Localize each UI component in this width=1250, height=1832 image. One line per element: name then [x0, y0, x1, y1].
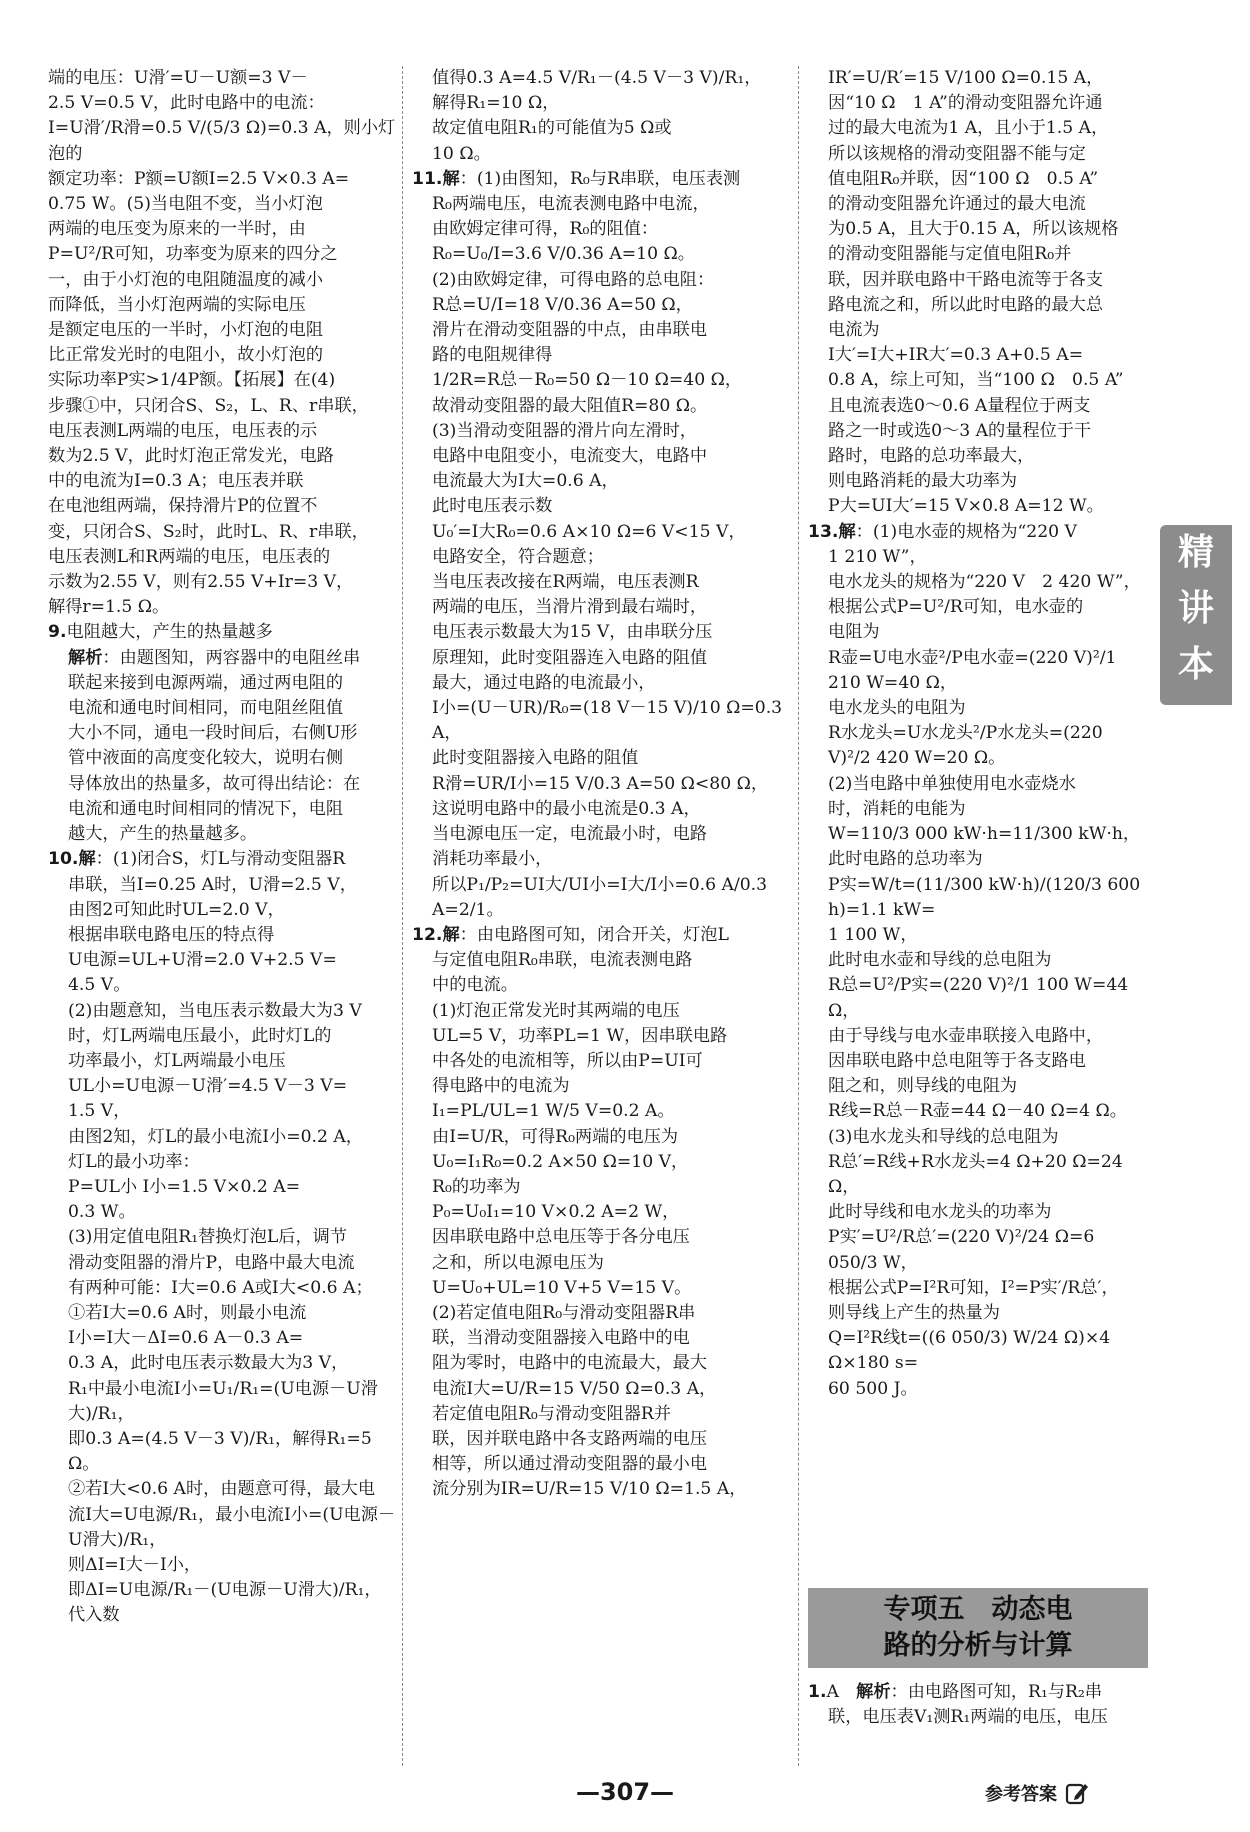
text-line: 1 210 W”， [828, 546, 927, 567]
text-line: 管中液面的高度变化较大，说明右侧 [68, 748, 344, 769]
text-line: 电压表示数最大为15 V，由串联分压 [432, 622, 713, 643]
text-line: 因“10 Ω 1 A”的滑动变阻器允许通 [828, 93, 1103, 114]
text-line: I=U滑′/R滑=0.5 V/(5/3 Ω)=0.3 A，则小灯泡的 [48, 118, 396, 164]
text-line: 电阻为 [828, 622, 880, 643]
question-number: 1. [808, 1682, 827, 1702]
text-line: 由图2知，灯L的最小电流I小=0.2 A， [68, 1126, 364, 1147]
text-line: 4.5 V。 [68, 975, 131, 996]
text-line: 电压表测L两端的电压，电压表的示 [48, 420, 318, 441]
text-line: I小=I大－ΔI=0.6 A－0.3 A= [68, 1328, 304, 1349]
q11-header [412, 167, 788, 192]
solution-label: 解 [442, 168, 460, 189]
text-line: 此时电压表示数 [432, 496, 553, 517]
col1-continuation [48, 66, 396, 620]
text-line: 0.3 W。 [68, 1202, 136, 1223]
text-line: 且电流表选0～0.6 A量程位于两支 [828, 395, 1091, 416]
text-line: 大小不同，通电一段时间后，右侧U形 [68, 723, 358, 744]
text-line: 1.5 V， [68, 1101, 131, 1122]
side-tab-char: 本 [1177, 644, 1214, 685]
text-line: I大′=I大+IR大′=0.3 A+0.5 A= [828, 345, 1084, 366]
text-line: 是额定电压的一半时，小灯泡的电阻 [48, 320, 324, 341]
text-line: P实=W/t=(11/300 kW·h)/(120/3 600 h)=1.1 kW= [828, 874, 1146, 920]
text-line: R滑=UR/I小=15 V/0.3 A=50 Ω<80 Ω， [432, 773, 769, 794]
text-line: 由欧姆定律可得，R₀的阻值： [432, 219, 659, 240]
text-line: P=U²/R可知，功率变为原来的四分之 [48, 244, 338, 265]
text-line: UL=5 V，功率PL=1 W，因串联电路 [432, 1025, 728, 1046]
text-line: 电流和通电时间相同的情况下，电阻 [68, 798, 344, 819]
text-line: 所以P₁/P₂=UI大/UI小=I大/I小=0.6 A/0.3 A=2/1。 [432, 874, 773, 920]
text-line: 数为2.5 V，此时灯泡正常发光，电路 [48, 446, 334, 467]
text-line: 比正常发光时的电阻小，故小灯泡的 [48, 345, 324, 366]
text-line: 由I=U/R，可得R₀两端的电压为 [432, 1126, 679, 1147]
text-line: 由图2可知此时UL=2.0 V， [68, 899, 285, 920]
text-line: ：(1)由图知，R₀与R串联，电压表测 [459, 168, 741, 189]
text-line: U₀′=I大R₀=0.6 A×10 Ω=6 V<15 V， [432, 521, 746, 542]
text-line: ②若I大<0.6 A时，由题意可得，最大电 [68, 1479, 376, 1500]
text-line: 1 100 W， [828, 924, 918, 945]
text-line: 值电阻R₀并联，因“100 Ω 0.5 A” [828, 168, 1099, 189]
text-line: (1)灯泡正常发光时其两端的电压 [432, 1000, 680, 1021]
text-line: U₀=I₁R₀=0.2 A×50 Ω=10 V， [432, 1151, 689, 1172]
footer-label: 参考答案 [985, 1784, 1057, 1805]
text-line: 故定值电阻R₁的可能值为5 Ω或 [432, 118, 672, 139]
text-line: 电水龙头的电阻为 [828, 698, 966, 719]
q1-header [808, 1680, 1148, 1705]
text-line: 解得R₁=10 Ω， [432, 93, 560, 114]
text-line: UL小=U电源－U滑′=4.5 V－3 V= [68, 1076, 348, 1097]
text-line: 功率最小，灯L两端最小电压 [68, 1050, 286, 1071]
text-line: 此时电路的总功率为 [828, 849, 983, 870]
text-line: R总′=R线+R水龙头=4 Ω+20 Ω=24 Ω， [828, 1151, 1129, 1197]
text-line: R₀的功率为 [432, 1176, 521, 1197]
text-line: 0.75 W。(5)当电阻不变，当小灯泡 [48, 194, 323, 215]
q10-continuation [412, 66, 788, 167]
text-line: 电路中电阻变小，电流变大，电路中 [432, 446, 708, 467]
text-line: I₁=PL/UL=1 W/5 V=0.2 A。 [432, 1101, 675, 1122]
text-line: 所以该规格的滑动变阻器不能与定 [828, 143, 1086, 164]
text-line: R水龙头=U水龙头²/P水龙头=(220 V)²/2 420 W=20 Ω。 [828, 723, 1109, 769]
text-line: 中的电流为I=0.3 A；电压表并联 [48, 471, 304, 492]
text-line: 两端的电压变为原来的一半时，由 [48, 219, 306, 240]
column-divider-2 [798, 66, 799, 1766]
question-12 [412, 923, 788, 1503]
text-line: ：由电路图可知，R₁与R₂串 [890, 1682, 1103, 1702]
side-tab [1160, 525, 1232, 705]
q12-header [412, 923, 788, 948]
text-line: 联，电压表V₁测R₁两端的电压，电压 [828, 1707, 1108, 1728]
text-line: IR′=U/R′=15 V/100 Ω=0.15 A， [828, 68, 1104, 88]
text-line: 越大，产生的热量越多。 [68, 824, 258, 845]
text-line: 此时变阻器接入电路的阻值 [432, 748, 639, 769]
text-line: 根据串联电路电压的特点得 [68, 924, 275, 945]
q12-continuation [808, 66, 1148, 520]
text-line: ：由题图知，两容器中的电阻丝串 [102, 647, 361, 668]
text-line: 流分别为IR=U/R=15 V/10 Ω=1.5 A， [432, 1479, 747, 1500]
text-line: R壶=U电水壶²/P电水壶=(220 V)²/1 210 W=40 Ω， [828, 647, 1122, 693]
text-line: 流I大=U电源/R₁，最小电流I小=(U电源－U滑大)/R₁， [68, 1504, 396, 1550]
text-line: 电流I大=U/R=15 V/50 Ω=0.3 A， [432, 1378, 717, 1399]
text-line: 2.5 V=0.5 V，此时电路中的电流： [48, 93, 325, 114]
text-line: (2)由题意知，当电压表示数最大为3 V [68, 1000, 362, 1021]
text-line: 路的电阻规律得 [432, 345, 553, 366]
text-line: 即ΔI=U电源/R₁－(U电源－U滑大)/R₁，代入数 [68, 1580, 382, 1626]
text-line: 则导线上产生的热量为 [828, 1302, 1000, 1323]
section-title-line: 路的分析与计算 [883, 1630, 1073, 1661]
text-line: 60 500 J。 [828, 1378, 918, 1399]
text-line: (2)由欧姆定律，可得电路的总电阻： [432, 269, 715, 290]
section-banner [808, 1588, 1148, 1668]
footer [985, 1780, 1089, 1806]
q9-answer: 电阻越大，产生的热量越多 [66, 622, 273, 643]
text-line: 中的电流。 [432, 975, 518, 996]
text-line: 最大，通过电路的电流最小， [432, 672, 656, 693]
text-line: 电流和通电时间相同，而电阻丝阻值 [68, 698, 344, 719]
text-line: (3)用定值电阻R₁替换灯泡L后，调节 [68, 1227, 348, 1248]
text-line: R₁中最小电流I小=U₁/R₁=(U电源－U滑大)/R₁， [68, 1378, 378, 1424]
question-11 [412, 167, 788, 923]
text-line: 时，消耗的电能为 [828, 798, 966, 819]
text-line: 串联，当I=0.25 A时，U滑=2.5 V， [68, 874, 357, 895]
analysis-label: 解析 [68, 647, 103, 668]
question-9 [48, 620, 396, 847]
text-line: P实′=U²/R总′=(220 V)²/24 Ω=6 050/3 W， [828, 1227, 1100, 1273]
question-number: 12. [412, 924, 443, 945]
text-line: 过的最大电流为1 A，且小于1.5 A， [828, 118, 1109, 139]
question-number: 10. [48, 849, 79, 870]
text-line: I小=(U－UR)/R₀=(18 V－15 V)/10 Ω=0.3 A， [432, 698, 788, 744]
text-line: 时，灯L两端电压最小，此时灯L的 [68, 1025, 332, 1046]
solution-label: 解 [78, 849, 96, 870]
solution-label: 解 [838, 521, 856, 542]
text-line: 在电池组两端，保持滑片P的位置不 [48, 496, 318, 517]
text-line: 10 Ω。 [432, 143, 491, 164]
pencil-icon [1065, 1781, 1089, 1805]
text-line: ①若I大=0.6 A时，则最小电流 [68, 1302, 307, 1323]
text-line: 而降低，当小灯泡两端的实际电压 [48, 294, 306, 315]
text-line: 实际功率P实>1/4P额。【拓展】在(4) [48, 370, 336, 391]
text-line: 由于导线与电水壶串联接入电路中， [828, 1025, 1104, 1046]
analysis-label: 解析 [856, 1682, 891, 1702]
text-line: 示数为2.55 V，则有2.55 V+Ir=3 V， [48, 572, 354, 593]
text-line: 额定功率：P额=U额I=2.5 V×0.3 A= [48, 168, 350, 189]
text-line: 路之一时或选0～3 A的量程位于干 [828, 420, 1092, 441]
text-line: 得电路中的电流为 [432, 1076, 570, 1097]
text-line: 导体放出的热量多，故可得出结论：在 [68, 773, 361, 794]
text-line: 之和，所以电源电压为 [432, 1252, 604, 1273]
text-line: 联，因并联电路中干路电流等于各支 [828, 269, 1104, 290]
text-line: 滑片在滑动变阻器的中点，由串联电 [432, 320, 708, 341]
text-line: 电流为 [828, 320, 880, 341]
text-line: 0.8 A，综上可知，当“100 Ω 0.5 A” [828, 370, 1124, 391]
text-line: 一，由于小灯泡的电阻随温度的减小 [48, 269, 324, 290]
q1-answer: A [826, 1682, 839, 1702]
text-line: 解得r=1.5 Ω。 [48, 597, 170, 618]
text-line: 电流最大为I大=0.6 A， [432, 471, 619, 492]
text-line: 电路安全，符合题意； [432, 546, 604, 567]
text-line: 此时电水壶和导线的总电阻为 [828, 950, 1052, 971]
text-line: 步骤①中，只闭合S、S₂，L、R、r串联， [48, 395, 369, 416]
text-line: R₀=U₀/I=3.6 V/0.36 A=10 Ω。 [432, 244, 695, 265]
text-line: 0.3 A，此时电压表示数最大为3 V， [68, 1353, 349, 1374]
text-line: 联，当滑动变阻器接入电路中的电 [432, 1328, 690, 1349]
page-number: —307— [575, 1778, 675, 1806]
text-line: 阻之和，则导线的电阻为 [828, 1076, 1018, 1097]
text-line: 变，只闭合S、S₂时，此时L、R、r串联， [48, 521, 369, 542]
text-line: 因串联电路中总电压等于各分电压 [432, 1227, 690, 1248]
text-line: (3)当滑动变阻器的滑片向左滑时， [432, 420, 697, 441]
text-line: R总=U/I=18 V/0.36 A=50 Ω， [432, 294, 693, 315]
text-line: 阻为零时，电路中的电流最大，最大 [432, 1353, 708, 1374]
side-tab-char: 讲 [1177, 588, 1214, 629]
text-line: 因串联电路中总电阻等于各支路电 [828, 1050, 1086, 1071]
text-line: 的滑动变阻器能与定值电阻R₀并 [828, 244, 1072, 265]
text-line: 两端的电压，当滑片滑到最右端时， [432, 597, 708, 618]
question-13 [808, 520, 1148, 1402]
text-line: 当电压表改接在R两端，电压表测R [432, 572, 699, 593]
text-line: 根据公式P=I²R可知，I²=P实′/R总′， [828, 1277, 1119, 1298]
question-10 [48, 847, 396, 1628]
question-number: 9. [48, 622, 67, 643]
text-line: ：(1)电水壶的规格为“220 V [855, 521, 1077, 542]
text-line: 消耗功率最小， [432, 849, 553, 870]
text-line: 联，因并联电路中各支路两端的电压 [432, 1428, 708, 1449]
q13-header [808, 520, 1148, 545]
side-tab-char: 精 [1177, 532, 1214, 573]
text-line: 路电流之和，所以此时电路的最大总 [828, 294, 1104, 315]
text-line: 值得0.3 A=4.5 V/R₁－(4.5 V－3 V)/R₁， [432, 68, 762, 88]
text-line: W=110/3 000 kW·h=11/300 kW·h， [828, 824, 1141, 845]
q9-analysis [48, 646, 396, 671]
text-line: 电水龙头的规格为“220 V 2 420 W”， [828, 572, 1141, 593]
text-line: 即0.3 A=(4.5 V－3 V)/R₁，解得R₁=5 Ω。 [68, 1428, 378, 1475]
column-1 [48, 66, 396, 1629]
column-3 [808, 66, 1148, 1402]
text-line: 中各处的电流相等，所以由P=UI可 [432, 1050, 703, 1071]
column-divider-1 [402, 66, 403, 1766]
text-line: (3)电水龙头和导线的总电阻为 [828, 1126, 1059, 1147]
text-line: 则电路消耗的最大功率为 [828, 471, 1018, 492]
text-line: 1/2R=R总－R₀=50 Ω－10 Ω=40 Ω， [432, 370, 743, 391]
text-line: 这说明电路中的最小电流是0.3 A， [432, 798, 701, 819]
text-line: 的滑动变阻器允许通过的最大电流 [828, 194, 1086, 215]
solution-label: 解 [442, 924, 460, 945]
text-line: 为0.5 A，且大于0.15 A，所以该规格 [828, 219, 1119, 240]
text-line: 当电源电压一定，电流最小时，电路 [432, 824, 708, 845]
text-line: P=UL小 I小=1.5 V×0.2 A= [68, 1176, 301, 1197]
text-line: Q=I²R线t=((6 050/3) W/24 Ω)×4 Ω×180 s= [828, 1328, 1116, 1374]
text-line: U=U₀+UL=10 V+5 V=15 V。 [432, 1277, 692, 1298]
text-line: 相等，所以通过滑动变阻器的最小电 [432, 1454, 708, 1475]
text-line: 原理知，此时变阻器连入电路的阻值 [432, 647, 708, 668]
text-line: (2)当电路中单独使用电水壶烧水 [828, 773, 1076, 794]
text-line: 故滑动变阻器的最大阻值R=80 Ω。 [432, 395, 708, 416]
text-line: 路时，电路的总功率最大， [828, 446, 1035, 467]
text-line: R₀两端电压，电流表测电路中电流， [432, 194, 710, 215]
text-line: ：(1)闭合S，灯L与滑动变阻器R [95, 849, 346, 870]
question-number: 11. [412, 168, 443, 189]
column-2 [412, 66, 788, 1503]
text-line: P大=UI大′=15 V×0.8 A=12 W。 [828, 496, 1104, 517]
text-line: 有两种可能：I大=0.6 A或I大<0.6 A； [68, 1277, 373, 1298]
text-line: 电压表测L和R两端的电压，电压表的 [48, 546, 331, 567]
q9-header [48, 620, 396, 645]
text-line: 根据公式P=U²/R可知，电水壶的 [828, 597, 1084, 618]
text-line: P₀=U₀I₁=10 V×0.2 A=2 W， [432, 1202, 680, 1223]
section-title-line: 专项五 动态电 [883, 1594, 1073, 1625]
text-line: 滑动变阻器的滑片P，电路中最大电流 [68, 1252, 355, 1273]
text-line: 若定值电阻R₀与滑动变阻器R并 [432, 1403, 672, 1424]
text-line: ：由电路图可知，闭合开关，灯泡L [459, 924, 729, 945]
q10-header [48, 847, 396, 872]
text-line: 端的电压：U滑′=U－U额=3 V－ [48, 68, 308, 88]
text-line: R线=R总－R壶=44 Ω－40 Ω=4 Ω。 [828, 1101, 1127, 1122]
text-line: 与定值电阻R₀串联，电流表测电路 [432, 950, 693, 971]
text-line: 联起来接到电源两端，通过两电阻的 [68, 672, 344, 693]
question-1 [808, 1680, 1148, 1730]
question-number: 13. [808, 521, 839, 542]
text-line: 则ΔI=I大－I小， [68, 1554, 202, 1575]
text-line: U电源=UL+U滑=2.0 V+2.5 V= [68, 950, 337, 971]
text-line: 灯L的最小功率： [68, 1151, 200, 1172]
text-line: (2)若定值电阻R₀与滑动变阻器R串 [432, 1302, 696, 1323]
text-line: 此时导线和电水龙头的功率为 [828, 1202, 1052, 1223]
text-line: R总=U²/P实=(220 V)²/1 100 W=44 Ω， [828, 975, 1134, 1021]
